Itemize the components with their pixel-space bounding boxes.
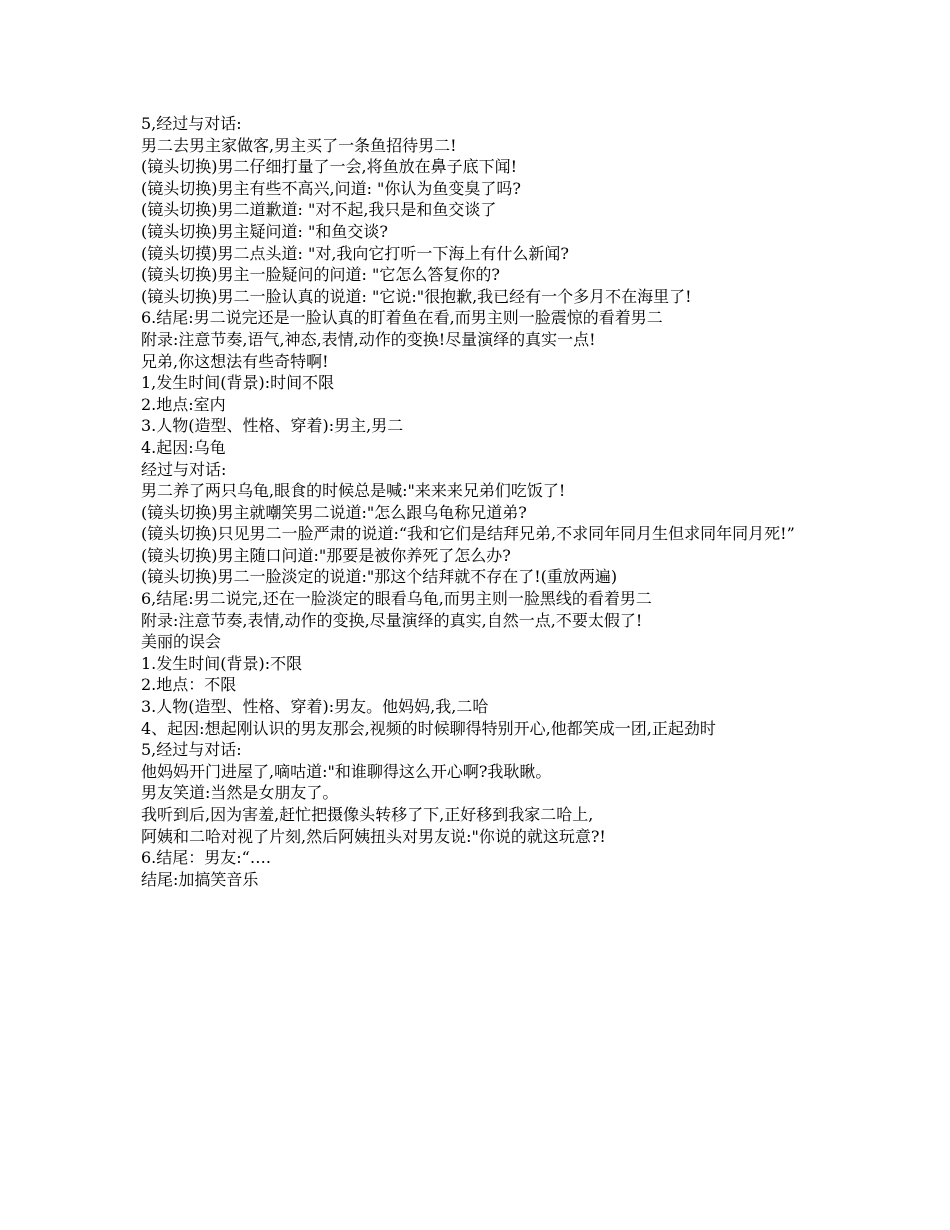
- section-title: 美丽的误会: [141, 632, 222, 652]
- text-line: (镜头切换)男主就嘲笑男二说道:"怎么跟乌龟称兄道弟?: [141, 502, 527, 522]
- text-line: 男二去男主家做客,男主买了一条鱼招待男二!: [141, 135, 457, 155]
- text-line: 6.结尾:男二说完还是一脸认真的盯着鱼在看,而男主则一脸震惊的看着男二: [141, 308, 663, 328]
- text-line: 3.人物(造型、性格、穿着):男友。他妈妈,我,二哈: [141, 697, 489, 717]
- text-line: 经过与对话:: [141, 459, 227, 479]
- text-line: 阿姨和二哈对视了片刻,然后阿姨扭头对男友说:"你说的就这玩意?!: [141, 826, 606, 846]
- text-line: 6.结尾：男友:“….: [141, 848, 271, 868]
- text-line: (镜头切换)男二道歉道: "对不起,我只是和鱼交谈了: [141, 200, 497, 220]
- text-line: 4、起因:想起刚认识的男友那会,视频的时候聊得特别开心,他都笑成一团,正起劲时: [141, 718, 716, 738]
- text-line: 附录:注意节奏,语气,神态,表情,动作的变换!尽量演绎的真实一点!: [141, 329, 596, 349]
- text-line: 3.人物(造型、性格、穿着):男主,男二: [141, 416, 404, 436]
- text-line: 4.起因:乌龟: [141, 437, 226, 457]
- text-line: (镜头切换)只见男二一脸严肃的说道:“我和它们是结拜兄弟,不求同年同月生但求同年同月死!”: [141, 524, 795, 544]
- text-line: 附录:注意节奏,表情,动作的变换,尽量演绎的真实,自然一点,不要太假了!: [141, 610, 643, 630]
- text-line: 男二养了两只乌龟,眼食的时候总是喊:"来来来兄弟们吃饭了!: [141, 481, 566, 501]
- text-line: (镜头切换)男主随口问道:"那要是被你养死了怎么办?: [141, 545, 511, 565]
- text-line: 他妈妈开门进屋了,嘀咕道:"和谁聊得这么开心啊?我耿瞅。: [141, 761, 552, 781]
- text-line: (镜头切换)男主有些不高兴,问道: "你认为鱼变臭了吗?: [141, 178, 521, 198]
- text-line: 6,结尾:男二说完,还在一脸淡定的眼看乌龟,而男主则一脸黑线的看着男二: [141, 589, 652, 609]
- text-line: 男友笑道:当然是女朋友了。: [141, 783, 339, 803]
- text-line: 2.地点：不限: [141, 675, 237, 695]
- text-line: 5,经过与对话:: [141, 740, 242, 760]
- text-line: 1,发生时间(背景):时间不限: [141, 373, 335, 393]
- text-line: 我听到后,因为害羞,赶忙把摄像头转移了下,正好移到我家二哈上,: [141, 805, 594, 824]
- text-line: (镜头切换)男二仔细打量了一会,将鱼放在鼻子底下闻!: [141, 157, 518, 177]
- text-line: (镜头切摸)男二点头道: "对,我向它打听一下海上有什么新闻?: [141, 243, 569, 263]
- text-line: 2.地点:室内: [141, 394, 226, 414]
- text-line: (镜头切换)男二一脸淡定的说道:"那这个结拜就不存在了!(重放两遍): [141, 567, 618, 587]
- section-title: 兄弟,你这想法有些奇特啊!: [141, 351, 329, 371]
- text-line: 5,经过与对话:: [141, 114, 242, 133]
- text-line: 结尾:加搞笑音乐: [141, 869, 259, 889]
- text-line: (镜头切换)男主疑问道: "和鱼交谈?: [141, 221, 388, 241]
- text-line: (镜头切换)男主一脸疑问的问道: "它怎么答复你的?: [141, 265, 500, 285]
- text-line: (镜头切换)男二一脸认真的说道: "它说:"很抱歉,我已经有一个多月不在海里了!: [141, 286, 692, 306]
- document-page: [141, 113, 821, 890]
- text-line: 1.发生时间(背景):不限: [141, 653, 303, 673]
